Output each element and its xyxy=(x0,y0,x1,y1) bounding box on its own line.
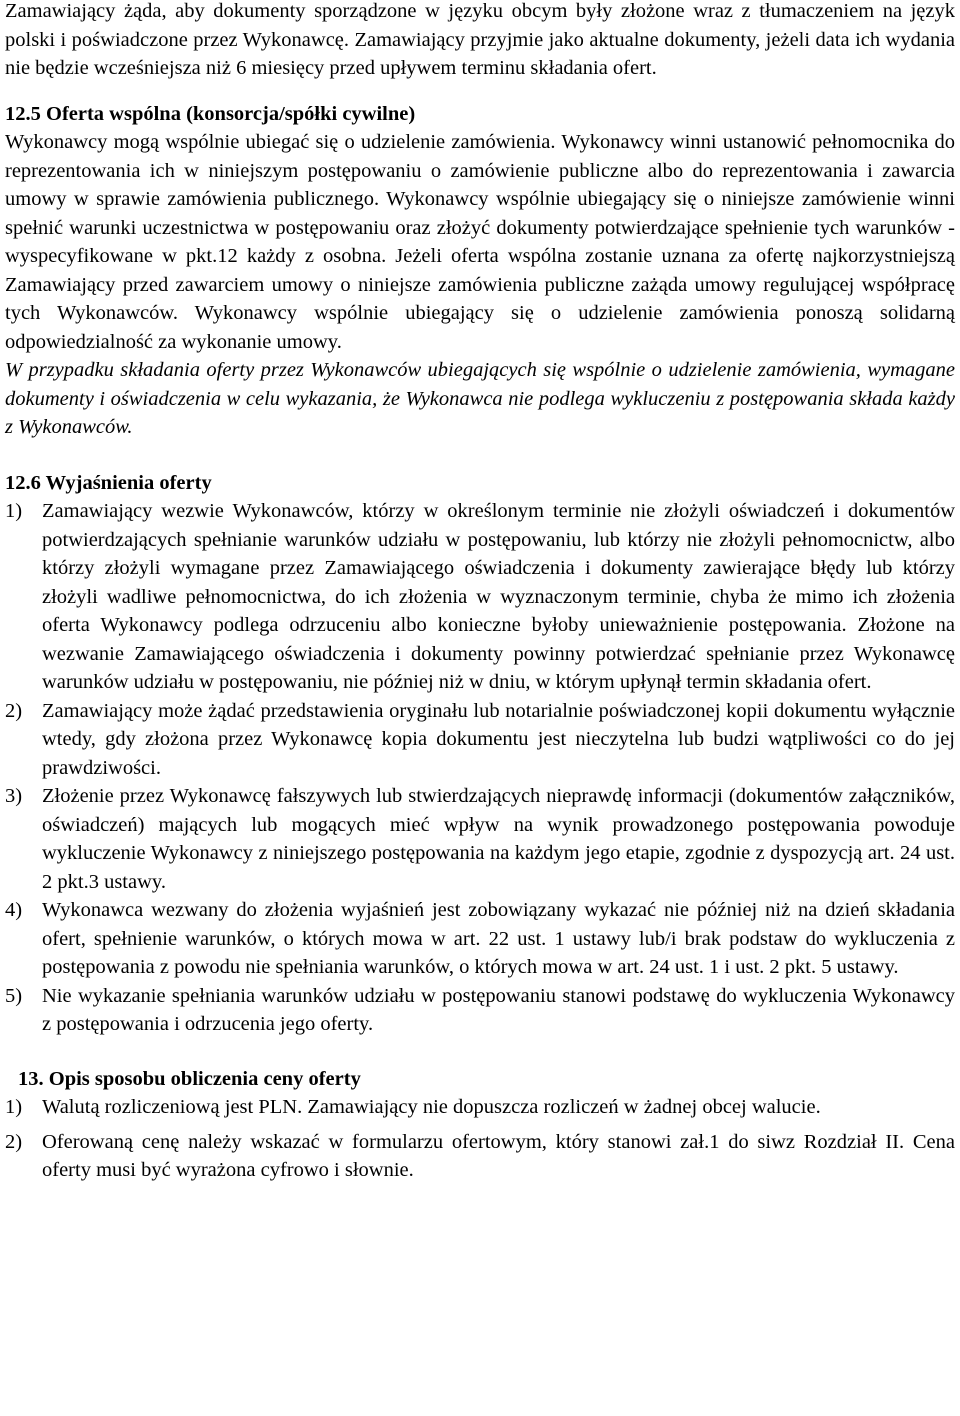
list-item xyxy=(5,1093,955,1122)
list-item-text: Złożenie przez Wykonawcę fałszywych lub stwierdzających nieprawdę informacji (dokumentów załączników, oświadczeń) mających lub mogących mieć wpływ na wynik prowadzonego postępowania powoduje wykluczenie Wykonawcy z niniejszego postępowania na każdym jego etapie, zgodnie z dyspozycją art. 24 ust. 2 pkt.3 ustawy. xyxy=(42,785,955,893)
list-item xyxy=(5,697,955,783)
section-12-6 xyxy=(5,469,955,1039)
list-item-number: 2) xyxy=(5,1130,23,1153)
list-item-number: 1) xyxy=(5,500,23,522)
section-12-6-list xyxy=(5,497,955,1039)
list-item-text: Oferowaną cenę należy wskazać w formularzu ofertowym, który stanowi zał.1 do siwz Rozdział II. Cena oferty musi być wyrażona cyfrowo i słownie. xyxy=(42,1130,955,1181)
list-item-number: 2) xyxy=(5,699,23,722)
section-13-heading: 13. Opis sposobu obliczenia ceny oferty xyxy=(18,1067,361,1090)
intro-paragraph: Zamawiający żąda, aby dokumenty sporządzone w języku obcym były złożone wraz z tłumaczeniem na język polski i poświadczone przez Wykonawcę. Zamawiający przyjmie jako aktualne dokumenty, jeżeli data ich wydania nie będzie wcześniejsza niż 6 miesięcy przed upływem terminu składania ofert. xyxy=(5,0,955,79)
section-13 xyxy=(5,1065,955,1185)
document-page xyxy=(5,0,955,1185)
list-item-number: 1) xyxy=(5,1096,23,1118)
list-item-number: 4) xyxy=(5,899,23,921)
list-item-text: Walutą rozliczeniową jest PLN. Zamawiający nie dopuszcza rozliczeń w żadnej obcej walucie. xyxy=(42,1096,821,1118)
list-item xyxy=(5,982,955,1039)
list-item-text: Wykonawca wezwany do złożenia wyjaśnień jest zobowiązany wykazać nie później niż na dzień składania ofert, spełnienie warunków, o których mowa w art. 22 ust. 1 ustawy lub/i brak podstaw do wykluczenia z postępowania z powodu nie spełniania warunków, o których mowa w art. 24 ust. 1 i ust. 2 pkt. 5 ustawy. xyxy=(42,899,955,978)
section-13-list xyxy=(5,1093,955,1185)
section-12-5-body: Wykonawcy mogą wspólnie ubiegać się o udzielenie zamówienia. Wykonawcy winni ustanowić pełnomocnika do reprezentowania ich w niniejszym postępowaniu o zamówienie publiczne albo do reprezentowania i zawarcia umowy w sprawie zamówienia publicznego. Wykonawcy wspólnie ubiegający się o niniejsze zamówienie winni spełnić warunki uczestnictwa w postępowaniu oraz złożyć dokumenty potwierdzające spełnienie tych warunków - wyspecyfikowane w pkt.12 każdy z osobna. Jeżeli oferta wspólna zostanie uznana za ofertę najkorzystniejszą Zamawiający przed zawarciem umowy o niniejsze zamówienia publiczne zażąda umowy regulującej współpracę tych Wykonawców. Wykonawcy wspólnie ubiegający się o udzielenie zamówienia ponoszą solidarną odpowiedzialność za wykonanie umowy. xyxy=(5,131,955,353)
list-item-number: 3) xyxy=(5,785,23,807)
list-item-text: Zamawiający może żądać przedstawienia oryginału lub notarialnie poświadczonej kopii dokumentu wyłącznie wtedy, gdy złożona przez Wykonawcę kopia dokumentu jest nieczytelna lub budzi wątpliwości co do jej prawdziwości. xyxy=(42,699,955,779)
list-item xyxy=(5,896,955,982)
list-item xyxy=(5,497,955,697)
list-item xyxy=(5,782,955,896)
list-item xyxy=(5,1128,955,1185)
section-12-6-heading: 12.6 Wyjaśnienia oferty xyxy=(5,471,212,494)
section-12-5-italic-note: W przypadku składania oferty przez Wykonawców ubiegających się wspólnie o udzielenie zamówienia, wymagane dokumenty i oświadczenia w celu wykazania, że Wykonawca nie podlega wykluczeniu z postępowania składa każdy z Wykonawców. xyxy=(5,359,955,438)
list-item-text: Zamawiający wezwie Wykonawców, którzy w określonym terminie nie złożyli oświadczeń i dokumentów potwierdzających spełnianie warunków udziału w postępowaniu, lub którzy nie złożyli pełnomocnictw, albo którzy złożyli wymagane przez Zamawiającego oświadczenia i dokumenty zawierające błędy lub którzy złożyli wadliwe pełnomocnictwa, do ich złożenia w wyznaczonym terminie, chyba że mimo ich złożenia oferta Wykonawcy podlega odrzuceniu albo konieczne byłoby unieważnienie postępowania. Złożone na wezwanie Zamawiającego oświadczenia i dokumenty powinny potwierdzać spełnianie przez Wykonawcę warunków udziału w postępowaniu, nie później niż w dniu, w którym upłynął termin składania ofert. xyxy=(42,500,955,693)
section-12-5-heading: 12.5 Oferta wspólna (konsorcja/spółki cywilne) xyxy=(5,102,416,125)
list-item-number: 5) xyxy=(5,984,23,1007)
list-item-text: Nie wykazanie spełniania warunków udziału w postępowaniu stanowi podstawę do wykluczenia Wykonawcy z postępowania i odrzucenia jego oferty. xyxy=(42,984,955,1035)
section-12-5 xyxy=(5,100,955,442)
